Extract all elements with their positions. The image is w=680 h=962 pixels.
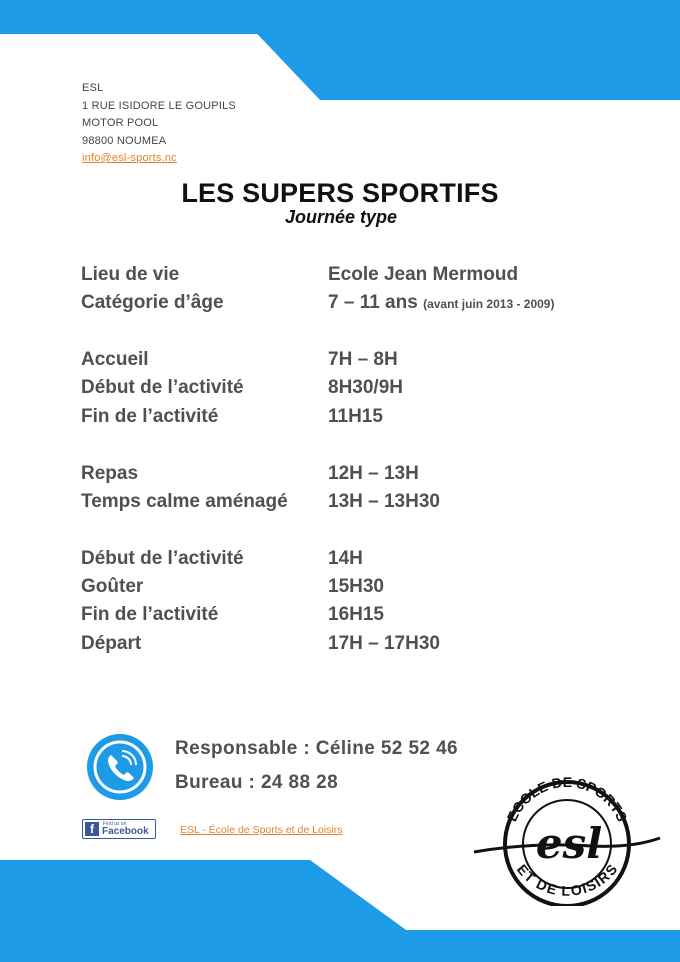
row-value: 7 – 11 ans bbox=[328, 292, 418, 313]
logo-bottom-text: ET DE LOISIRS bbox=[513, 861, 621, 900]
top-band-wedge bbox=[225, 0, 680, 100]
row-label: Accueil bbox=[81, 349, 149, 370]
facebook-badge[interactable] bbox=[82, 819, 156, 839]
row-label: Catégorie d’âge bbox=[81, 292, 224, 313]
schedule-row bbox=[81, 349, 641, 373]
page-title: LES SUPERS SPORTIFS bbox=[181, 178, 499, 208]
contact-bureau: Bureau : 24 88 28 bbox=[175, 772, 339, 793]
logo-top-text: ECOLE DE SPORTS bbox=[503, 776, 631, 824]
address-org: ESL bbox=[82, 82, 104, 94]
row-label: Repas bbox=[81, 463, 139, 484]
row-label: Temps calme aménagé bbox=[81, 491, 288, 512]
schedule-row bbox=[81, 406, 641, 430]
address-block bbox=[82, 80, 236, 168]
facebook-page-link[interactable]: ESL - École de Sports et de Loisirs bbox=[180, 824, 343, 836]
schedule-row bbox=[81, 463, 641, 487]
row-label: Goûter bbox=[81, 576, 144, 597]
row-label: Début de l’activité bbox=[81, 377, 244, 398]
subtitle-text: Journée type bbox=[284, 207, 398, 227]
row-value: Ecole Jean Mermoud bbox=[328, 264, 519, 285]
facebook-icon: f bbox=[85, 822, 99, 836]
row-value: 12H – 13H bbox=[328, 463, 419, 484]
row-value: 17H – 17H30 bbox=[328, 633, 440, 654]
facebook-badge-small-text: Find us on bbox=[103, 821, 127, 827]
row-value: 7H – 8H bbox=[328, 349, 398, 370]
row-value: 13H – 13H30 bbox=[328, 491, 440, 512]
schedule-row bbox=[81, 377, 641, 401]
row-value: 14H bbox=[328, 548, 363, 569]
row-label: Lieu de vie bbox=[81, 264, 180, 285]
row-note: (avant juin 2013 - 2009) bbox=[423, 297, 555, 311]
info-row-lieu bbox=[81, 264, 641, 288]
row-value: 11H15 bbox=[328, 406, 383, 427]
schedule-row bbox=[81, 548, 641, 572]
schedule-row bbox=[81, 633, 641, 657]
info-row-categorie bbox=[81, 292, 641, 316]
schedule-row bbox=[81, 604, 641, 628]
row-value: 15H30 bbox=[328, 576, 384, 597]
phone-icon bbox=[86, 733, 154, 801]
row-value-group bbox=[328, 292, 554, 314]
schedule-row bbox=[81, 576, 641, 600]
address-street: 1 RUE ISIDORE LE GOUPILS bbox=[82, 99, 236, 112]
address-area: MOTOR POOL bbox=[82, 117, 159, 129]
row-label: Fin de l’activité bbox=[81, 406, 219, 427]
row-value: 8H30/9H bbox=[328, 377, 403, 398]
page-subtitle bbox=[0, 207, 680, 228]
email-link[interactable]: info@esl-sports.nc bbox=[82, 152, 177, 164]
esl-logo bbox=[472, 776, 662, 906]
row-label: Fin de l’activité bbox=[81, 604, 219, 625]
schedule-row bbox=[81, 491, 641, 515]
bottom-band-strip bbox=[0, 930, 680, 962]
row-label: Départ bbox=[81, 633, 142, 654]
row-value: 16H15 bbox=[328, 604, 384, 625]
facebook-badge-text: Facebook bbox=[102, 826, 149, 837]
address-city: 98800 NOUMEA bbox=[82, 134, 167, 147]
logo-mark: esl bbox=[535, 819, 603, 868]
contact-responsable: Responsable : Céline 52 52 46 bbox=[175, 738, 458, 759]
row-label: Début de l’activité bbox=[81, 548, 244, 569]
